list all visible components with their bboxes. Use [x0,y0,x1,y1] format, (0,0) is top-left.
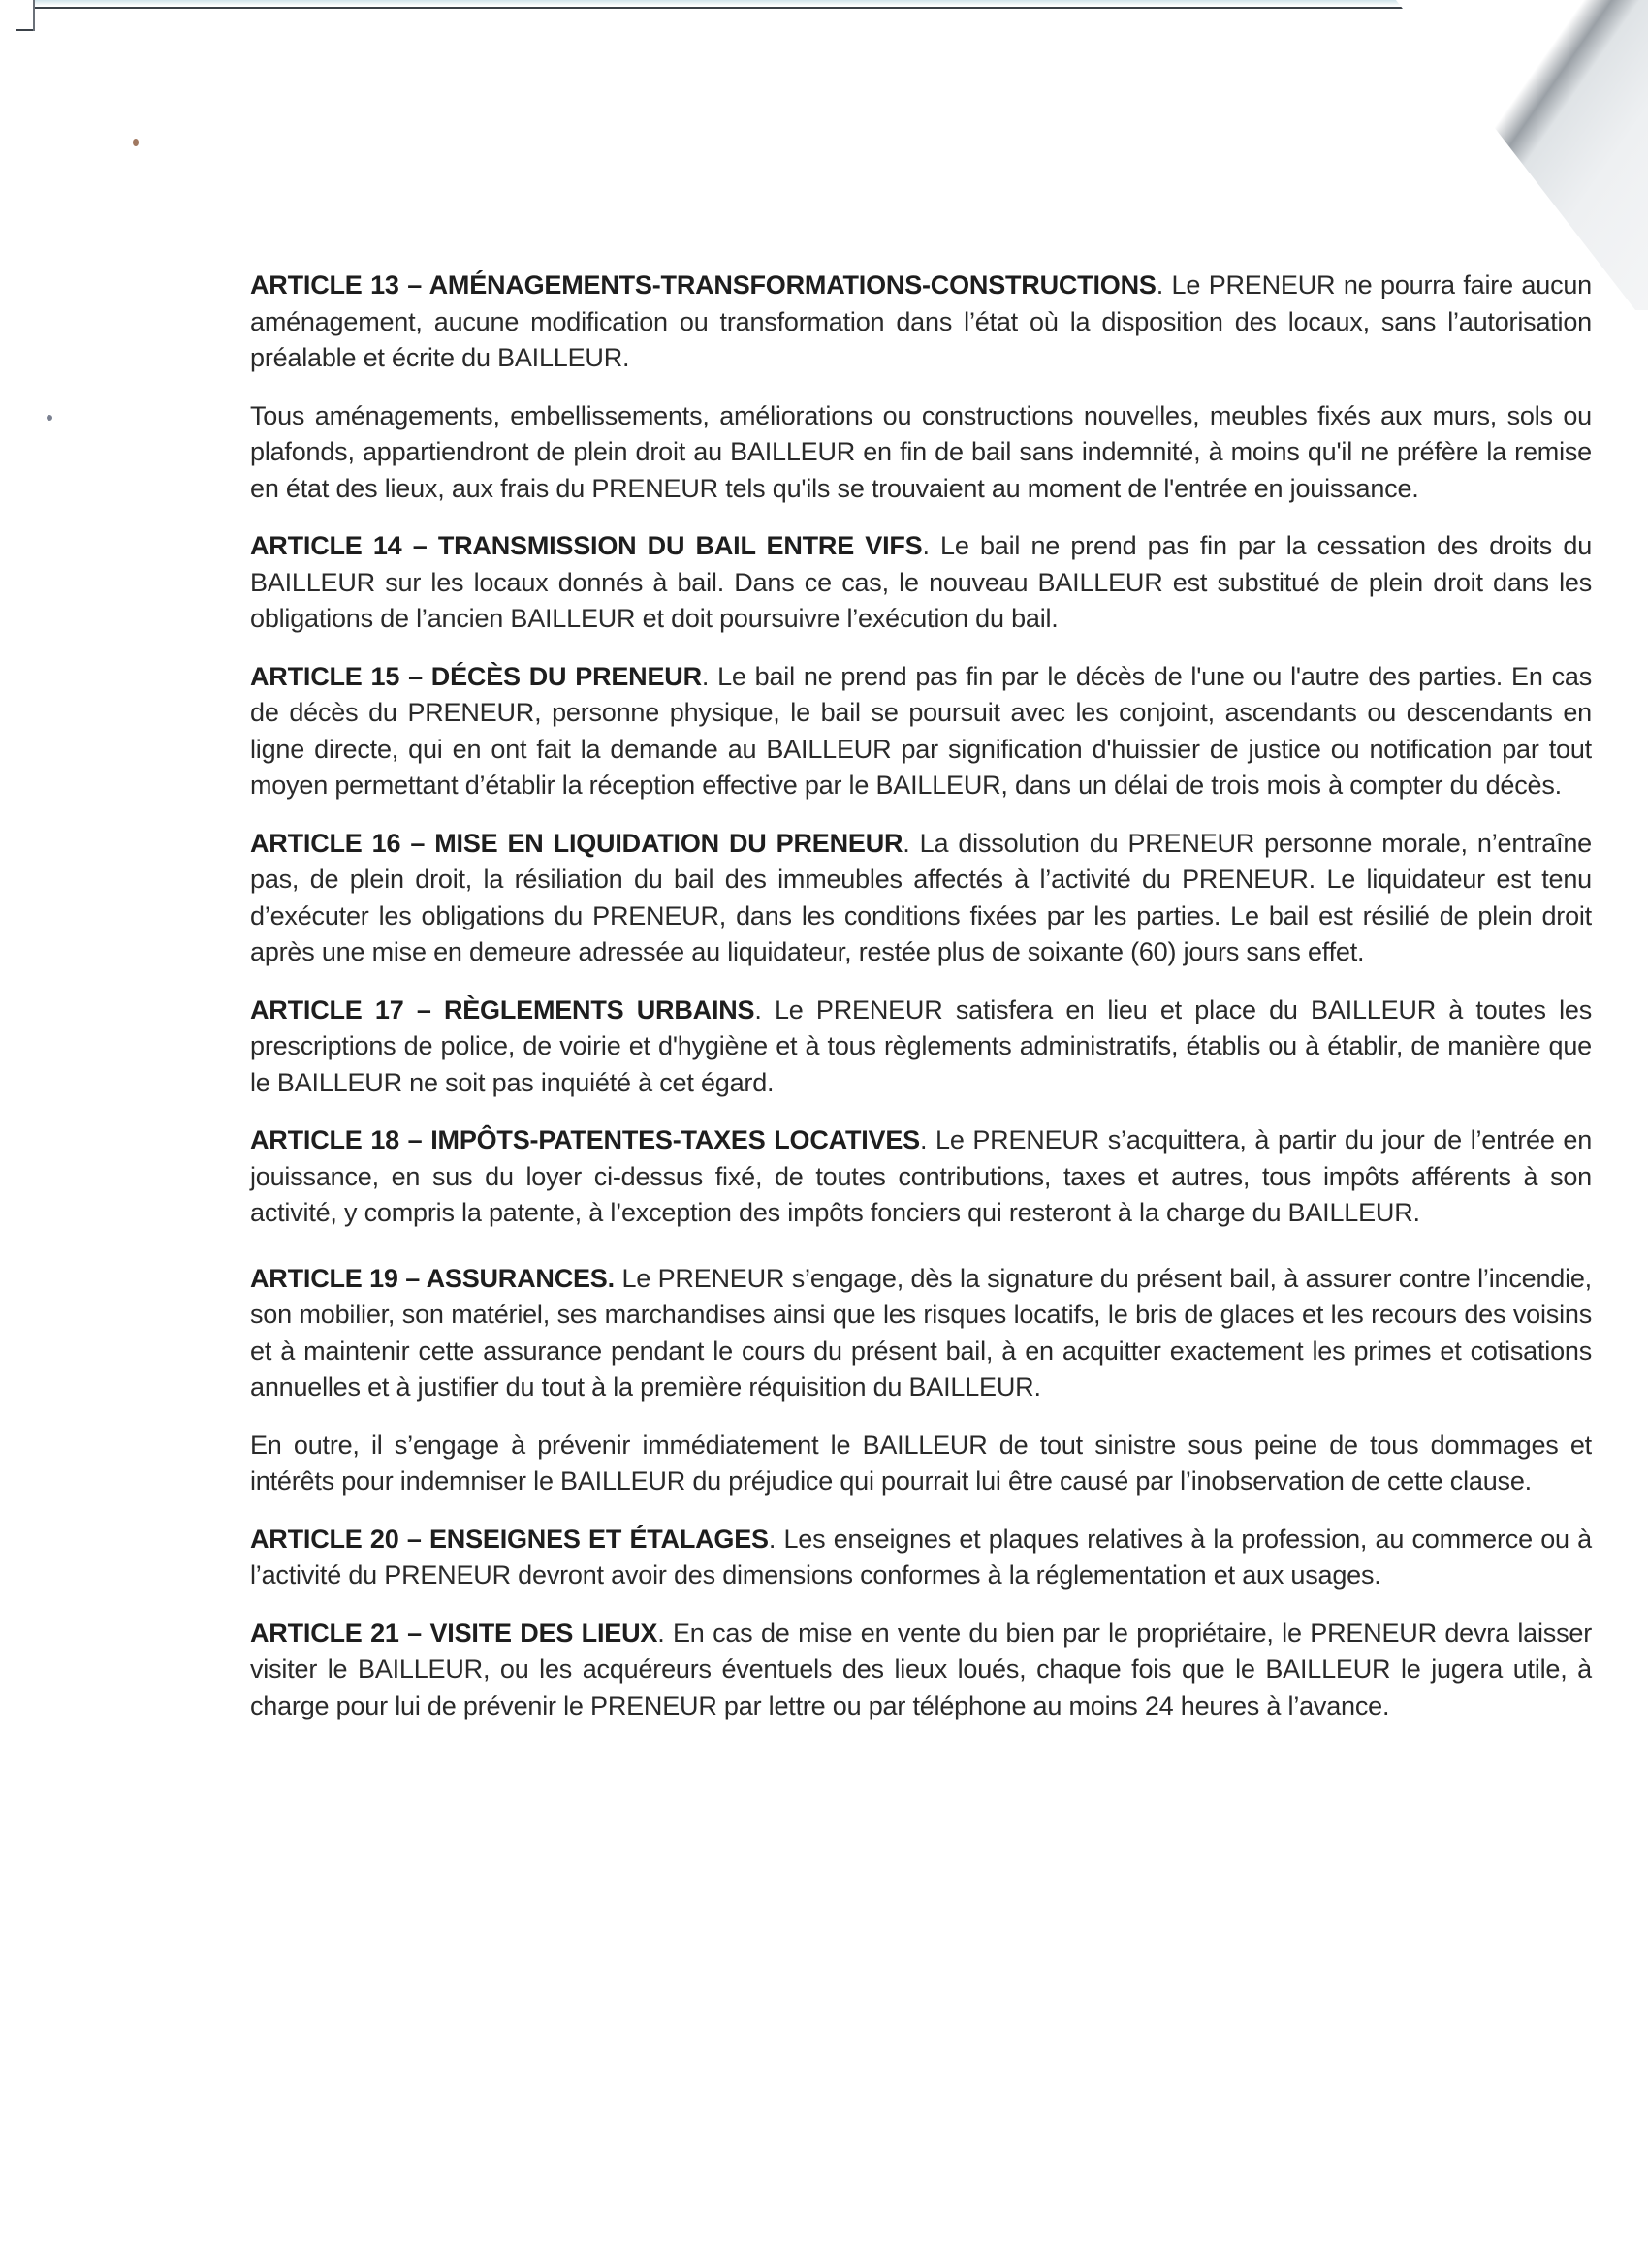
article-text: Le PRENEUR s’engage, dès la signature du présent bail, à assurer contre l’incendie, son mobilier, son matériel, ses marchandises ainsi que les risques locatifs, le bris de glaces et les recours des voisins et à maintenir cette assurance pendant le cours du présent bail, à en acquitter exactement les primes et cotisations annuelles et à justifier du tout à la première réquisition du BAILLEUR. [250,1263,1592,1402]
article-heading: ARTICLE 16 – MISE EN LIQUIDATION DU PRENEUR [250,828,903,858]
article-text: En outre, il s’engage à prévenir immédiatement le BAILLEUR de tout sinistre sous peine de tous dommages et intérêts pour indemniser le BAILLEUR du préjudice qui pourrait lui être causé par l’inobservation de cette clause. [250,1430,1592,1496]
article-text: . Le bail ne prend pas fin par la cessation des droits du BAILLEUR sur les locaux donnés à bail. Dans ce cas, le nouveau BAILLEUR est substitué de plein droit dans les obligations de l’ancien BAILLEUR et doit poursuivre l’exécution du bail. [250,531,1593,633]
article-13 [250,268,1592,377]
article-text: . Le bail ne prend pas fin par le décès de l'une ou l'autre des parties. En cas de décès du PRENEUR, personne physique, le bail se poursuit avec les conjoint, ascendants ou descendants en ligne directe, qui en ont fait la demande au BAILLEUR par signification d'huissier de justice ou notification par tout moyen permettant d’établir la réception effective par le BAILLEUR, dans un délai de trois mois à compter du décès. [250,661,1592,800]
article-14 [250,528,1592,638]
scan-border-line [35,7,1508,9]
scan-speck [133,139,139,146]
article-text: . Le PRENEUR satisfera en lieu et place du BAILLEUR à toutes les prescriptions de police, de voirie et d'hygiène et à tous règlements administratifs, établis ou à établir, de manière que le BAILLEUR ne soit pas inquiété à cet égard. [250,994,1592,1097]
article-16 [250,826,1592,971]
article-heading: ARTICLE 17 – RÈGLEMENTS URBAINS [250,994,755,1024]
article-text: . En cas de mise en vente du bien par le propriétaire, le PRENEUR devra laisser visiter le BAILLEUR, ou les acquéreurs éventuels des lieux loués, chaque fois que le BAILLEUR le jugera utile, à charge pour lui de prévenir le PRENEUR par lettre ou par téléphone au moins 24 heures à l’avance. [250,1618,1593,1720]
article-19 [250,1261,1592,1406]
article-13-paragraph-2 [250,398,1592,508]
article-21 [250,1616,1592,1725]
article-heading: ARTICLE 19 – ASSURANCES. [250,1263,615,1293]
scan-speck [47,415,52,421]
article-20 [250,1522,1592,1594]
article-text: . Le PRENEUR ne pourra faire aucun aménagement, aucune modification ou transformation dans l’état où la disposition des locaux, sans l’autorisation préalable et écrite du BAILLEUR. [250,270,1592,372]
scan-left-notch [16,29,35,31]
article-heading: ARTICLE 15 – DÉCÈS DU PRENEUR [250,661,702,691]
page-corner-fold [1396,0,1648,310]
article-heading: ARTICLE 20 – ENSEIGNES ET ÉTALAGES [250,1524,769,1554]
scan-top-edge [35,0,1470,6]
article-heading: ARTICLE 21 – VISITE DES LIEUX [250,1618,658,1648]
article-17 [250,992,1592,1102]
article-heading: ARTICLE 14 – TRANSMISSION DU BAIL ENTRE VIFS [250,531,923,560]
scan-left-edge [33,0,35,31]
article-text: . Le PRENEUR s’acquittera, à partir du jour de l’entrée en jouissance, en sus du loyer ci-dessus fixé, de toutes contributions, taxes et autres, tous impôts afférents à son activité, y compris la patente, à l’exception des impôts fonciers qui resteront à la charge du BAILLEUR. [250,1125,1593,1227]
article-text: . La dissolution du PRENEUR personne morale, n’entraîne pas, de plein droit, la résiliation du bail des immeubles affectés à l’activité du PRENEUR. Le liquidateur est tenu d’exécuter les obligations du PRENEUR, dans les conditions fixées par les parties. Le bail est résilié de plein droit après une mise en demeure adressée au liquidateur, restée plus de soixante (60) jours sans effet. [250,828,1592,966]
article-text: . Les enseignes et plaques relatives à la profession, au commerce ou à l’activité du PRENEUR devront avoir des dimensions conformes à la réglementation et aux usages. [250,1524,1592,1590]
article-heading: ARTICLE 18 – IMPÔTS-PATENTES-TAXES LOCATIVES [250,1125,920,1154]
article-text: Tous aménagements, embellissements, améliorations ou constructions nouvelles, meubles fixés aux murs, sols ou plafonds, appartiendront de plein droit au BAILLEUR en fin de bail sans indemnité, à moins qu'il ne préfère la remise en état des lieux, aux frais du PRENEUR tels qu'ils se trouvaient au moment de l'entrée en jouissance. [250,400,1592,503]
document-body [250,268,1592,1746]
article-15 [250,659,1592,804]
article-19-paragraph-2 [250,1428,1592,1500]
article-18 [250,1122,1592,1232]
article-heading: ARTICLE 13 – AMÉNAGEMENTS-TRANSFORMATIONS-CONSTRUCTIONS [250,270,1157,299]
